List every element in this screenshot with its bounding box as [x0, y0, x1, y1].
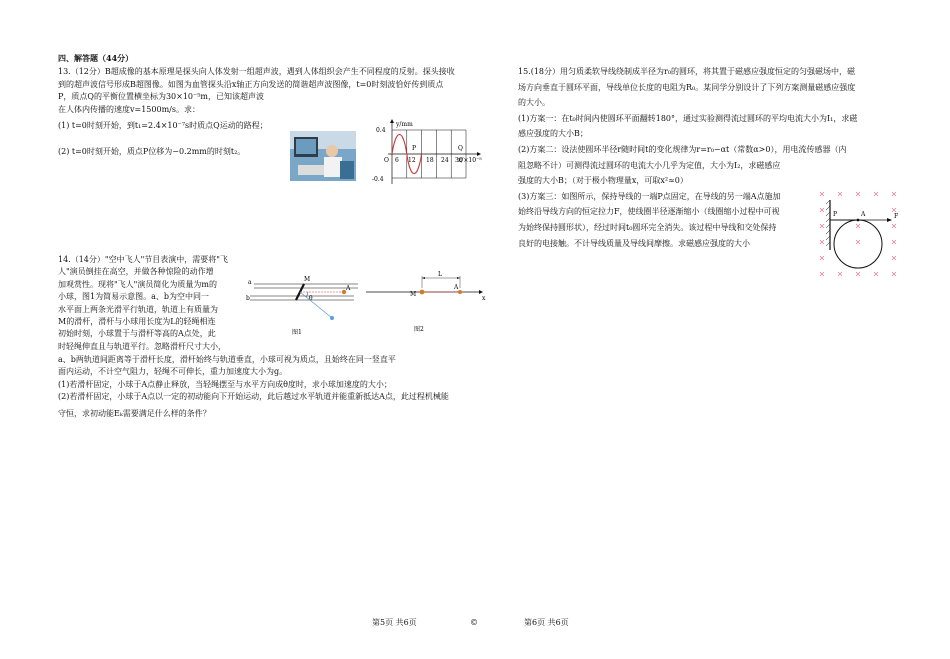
q13-intro-2: 到的超声波信号形成B超图像。如图为血管探头沿x轴正方向发送的简谐超声波图像，t=0时刻波恰好传到质点	[58, 79, 444, 89]
point-q-label: Q	[458, 145, 463, 152]
q13-intro-4: 在人体内传播的速度v=1500m/s。求：	[58, 104, 200, 114]
q15-line: 15.(18分）用匀质柔软导线绕制成半径为r₀的圆环，将其置于磁感应强度恒定的匀强磁场中，磁	[518, 67, 856, 76]
point-p-label: P	[412, 145, 417, 152]
origin-label: O	[384, 157, 389, 164]
q15-line: (2)方案二：设法使圆环半径r随时间t的变化规律为r=r₀−αt（常数α>0），用电流传感器（内	[518, 144, 847, 154]
q14-line: 时轻绳伸直且与轨道平行。忽略滑杆尺寸大小，	[58, 341, 226, 351]
point-a-label: A	[346, 285, 351, 292]
q14-line: 14.（14分）"空中飞人"节目表演中，需要将"飞	[58, 255, 228, 264]
point-p-label: P	[833, 211, 838, 218]
x-tick: 18	[426, 157, 434, 164]
q14-full-line: a、b两轨道间距离等于滑杆长度，滑杆始终与轨道垂直，小球可视为质点，且始终在同一竖直平	[58, 355, 396, 364]
point-a-label: A	[454, 284, 459, 291]
x-axis-label: x	[482, 295, 486, 302]
x-axis-unit: x/×10⁻⁵	[458, 157, 482, 164]
question-14	[58, 254, 258, 353]
rail-b-label: b	[246, 295, 250, 302]
q15-line: 始终沿导线方向的恒定拉力F，使线圈半径逐渐缩小（线圈缩小过程中可视	[518, 207, 780, 217]
q15-line: 感应强度的大小B；	[518, 129, 588, 139]
q15-line: 为始终保持圆形状），经过时间t₀圆环完全消失。该过程中导线和交处保持	[518, 222, 777, 232]
theta-label: θ	[309, 295, 313, 302]
ultrasound-photo	[290, 131, 356, 181]
slider-m-label: M	[410, 291, 417, 298]
figure-1-rails	[246, 270, 362, 336]
footer-left-page-number: 第5页 共6页	[372, 618, 417, 627]
q13-intro-3: P，质点Q的平衡位置横坐标为30×10⁻⁵m，已知该超声波	[58, 92, 265, 102]
q13-intro-1: 13.（12分）B超成像的基本原理是探头向人体发射一组超声波，遇到人体组织会产生不同程度的反射。探头接收	[58, 67, 455, 77]
force-f-label: F	[894, 213, 899, 220]
x-tick: 30	[455, 157, 463, 164]
q15-line: (1)方案一：在t₀时间内使圆环平面翻转180°，通过实验测得流过圆环的平均电流大小为I₁，求磁	[518, 113, 858, 123]
y-tick-top: 0.4	[376, 127, 386, 134]
length-l-label: L	[438, 271, 442, 278]
section-title: 四、解答题（44分）	[58, 53, 134, 63]
q14-full-line: (1)若滑杆固定，小球于A点静止释放，当轻绳摆至与水平方向成θ度时，求小球加速度的大小；	[58, 379, 392, 389]
question-14-continued	[58, 354, 490, 420]
q14-full-line: (2)若滑杆固定，小球于A点以一定的初动能向下开始运动，此后越过水平轨道并能重新抵达A点，此过程机械能	[58, 392, 449, 402]
q14-line: 初始时刻，小球置于与滑杆等高的A点处，此	[58, 329, 216, 339]
q14-line: 加观赏性。现将"飞人"演员简化为质量为m的	[58, 279, 217, 289]
q15-line: (3)方案三：如图所示，保持导线的一端P点固定，在导线的另一端A点施加	[518, 191, 781, 201]
q15-line: 良好的电接触。不计导线质量及导线间摩擦。求磁感应强度的大小	[518, 238, 750, 248]
point-a-label: A	[861, 211, 866, 218]
y-axis-unit: y/mm	[396, 121, 413, 128]
q14-line: 水平面上两条光滑平行轨道，轨道上有质量为	[58, 304, 218, 314]
q15-line: 强度的大小B；（对于极小物理量x，可取x²≈0）	[518, 176, 688, 186]
footer-symbol: ©	[470, 618, 478, 627]
y-tick-bottom: -0.4	[372, 176, 384, 183]
x-tick: 24	[441, 157, 449, 164]
q14-line: M的滑杆，滑杆与小球用长度为L的轻绳相连	[58, 316, 216, 326]
q14-full-line: 守恒，求初动能Eₖ需要满足什么样的条件？	[58, 408, 211, 418]
q14-line: 小球，图1为简易示意图。a、b为空中同一	[58, 292, 209, 302]
q13-part-1: (1) t=0时刻开始，到t₁=2.4×10⁻⁷s时质点Q运动的路程；	[58, 120, 268, 130]
q13-part-2: (2) t=0时刻开始，质点P位移为−0.2mm的时刻t₂。	[58, 147, 246, 157]
x-tick: 6	[395, 157, 399, 164]
figure-1-caption: 图1	[292, 329, 302, 336]
q14-full-line: 面内运动，不计空气阻力，轻绳不可伸长，重力加速度大小为g。	[58, 367, 288, 377]
figure-2-side-view	[362, 268, 490, 336]
footer-right-page-number: 第6页 共6页	[524, 618, 569, 627]
q14-line: 人"演员倒挂在高空，并做各种惊险的动作增	[58, 267, 214, 277]
x-tick: 12	[408, 157, 416, 164]
rail-a-label: a	[248, 279, 252, 286]
q15-line: 的大小。	[518, 98, 550, 108]
q15-line: 阻忽略不计）可测得流过圆环的电流大小几乎为定值，大小为I₂，求磁感应	[518, 160, 781, 170]
slider-m-label: M	[304, 276, 311, 283]
magnetic-field-figure	[818, 190, 910, 286]
figure-2-caption: 图2	[414, 326, 424, 333]
q15-line: 场方向垂直于圆环平面，导线单位长度的电阻为R₀。某同学分别设计了下列方案测量磁感应强度	[518, 82, 856, 92]
wave-graph	[362, 118, 482, 186]
